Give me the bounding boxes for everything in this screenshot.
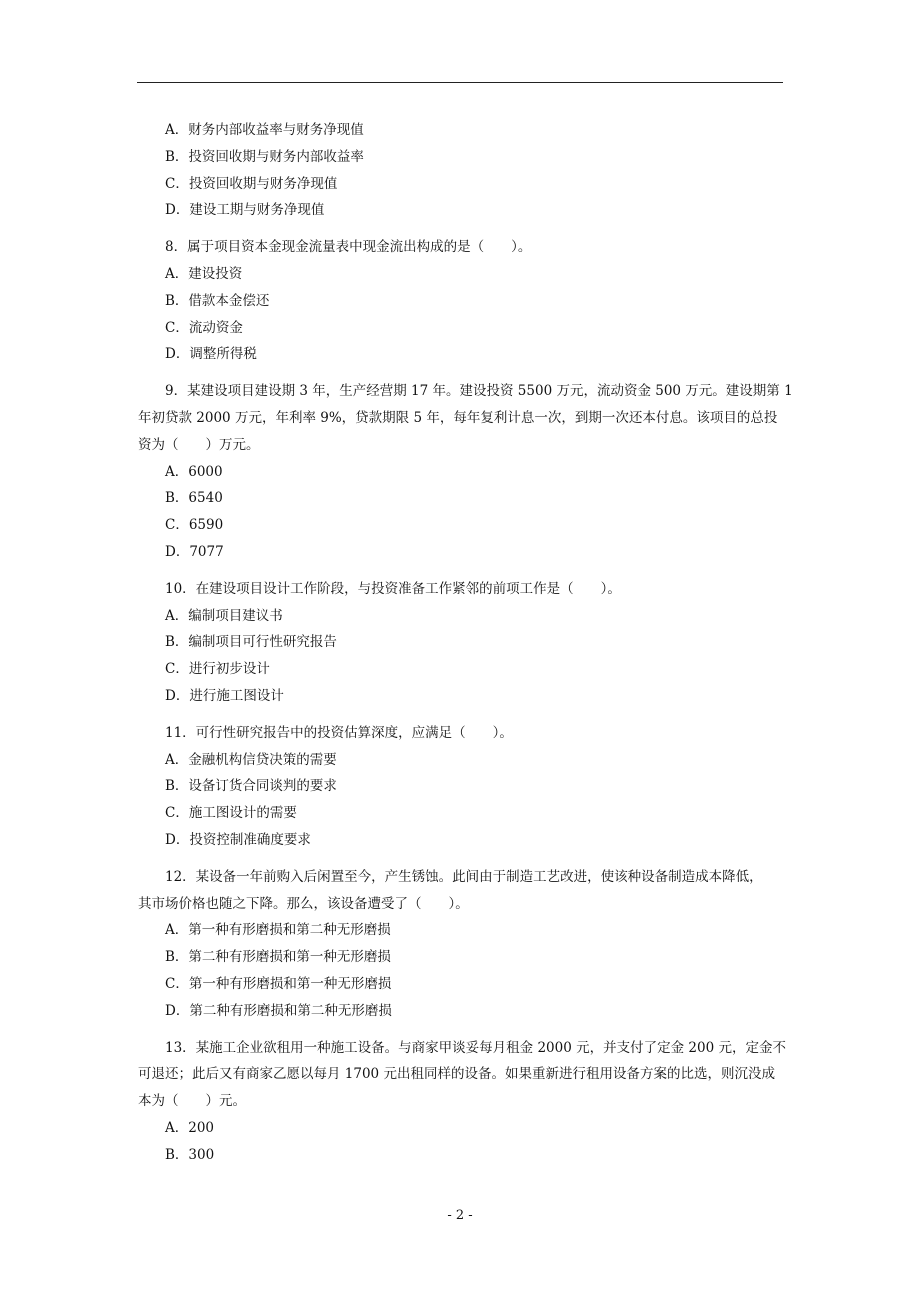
option-d: D．投资控制准确度要求 bbox=[165, 831, 311, 848]
question-text-continued: 资为（ ）万元。 bbox=[138, 436, 260, 453]
option-b: B．第二种有形磨损和第一种无形磨损 bbox=[165, 949, 391, 966]
question-9 bbox=[138, 378, 793, 566]
question-10 bbox=[165, 576, 785, 710]
option-d: D．第二种有形磨损和第二种无形磨损 bbox=[165, 1002, 392, 1019]
option-b: B．投资回收期与财务内部收益率 bbox=[165, 148, 364, 165]
option-b: B．设备订货合同谈判的要求 bbox=[165, 778, 337, 795]
question-text: 8．属于项目资本金现金流量表中现金流出构成的是（ ）。 bbox=[165, 239, 532, 256]
option-b: B．借款本金偿还 bbox=[165, 292, 270, 309]
option-c: C．6590 bbox=[165, 517, 224, 534]
option-a: A．金融机构信贷决策的需要 bbox=[165, 751, 337, 768]
option-c: C．流动资金 bbox=[165, 319, 243, 336]
option-d: D．进行施工图设计 bbox=[165, 687, 284, 704]
option-a: A．编制项目建议书 bbox=[165, 607, 283, 624]
question-text-continued: 可退还；此后又有商家乙愿以每月 1700 元出租同样的设备。如果重新进行租用设备方案的比选，则沉没成 bbox=[138, 1066, 775, 1083]
question-text: 12．某设备一年前购入后闲置至今，产生锈蚀。此间由于制造工艺改进，使该种设备制造成本降低， bbox=[165, 868, 763, 885]
question-block-7-options bbox=[165, 117, 785, 224]
question-13 bbox=[138, 1035, 786, 1169]
option-a: A．6000 bbox=[165, 463, 223, 480]
option-a: A．200 bbox=[165, 1119, 215, 1136]
option-a: A．第一种有形磨损和第二种无形磨损 bbox=[165, 922, 391, 939]
question-8 bbox=[165, 234, 785, 368]
question-text: 11．可行性研究报告中的投资估算深度，应满足（ ）。 bbox=[165, 724, 513, 741]
option-a: A．财务内部收益率与财务净现值 bbox=[165, 122, 364, 138]
question-text-continued: 本为（ ）元。 bbox=[138, 1093, 246, 1110]
option-d: D．调整所得税 bbox=[165, 346, 257, 363]
question-text: 9．某建设项目建设期 3 年，生产经营期 17 年。建设投资 5500 万元，流动资金 500 万元。建设期第 1 bbox=[165, 383, 793, 400]
question-text-continued: 其市场价格也随之下降。那么，该设备遭受了（ ）。 bbox=[138, 895, 469, 912]
header-rule bbox=[137, 82, 783, 83]
question-content bbox=[138, 117, 793, 1168]
option-b: B．6540 bbox=[165, 490, 223, 507]
option-c: C．施工图设计的需要 bbox=[165, 805, 297, 822]
option-c: C．第一种有形磨损和第一种无形磨损 bbox=[165, 975, 392, 992]
option-a: A．建设投资 bbox=[165, 265, 243, 282]
question-text: 13．某施工企业欲租用一种施工设备。与商家甲谈妥每月租金 2000 元，并支付了定金 200 元，定金不 bbox=[165, 1039, 786, 1056]
question-text: 10．在建设项目设计工作阶段，与投资准备工作紧邻的前项工作是（ ）。 bbox=[165, 580, 621, 597]
option-c: C．投资回收期与财务净现值 bbox=[165, 175, 338, 192]
page-number: - 2 - bbox=[447, 1208, 473, 1223]
option-d: D．建设工期与财务净现值 bbox=[165, 202, 325, 219]
question-12 bbox=[138, 864, 785, 1025]
option-b: B．300 bbox=[165, 1146, 215, 1163]
question-11 bbox=[165, 720, 785, 854]
option-d: D．7077 bbox=[165, 543, 224, 560]
option-c: C．进行初步设计 bbox=[165, 661, 270, 678]
question-text-continued: 年初贷款 2000 万元，年利率 9%，贷款期限 5 年，每年复利计息一次，到期一次还本付息。该项目的总投 bbox=[138, 409, 778, 426]
option-b: B．编制项目可行性研究报告 bbox=[165, 634, 337, 651]
